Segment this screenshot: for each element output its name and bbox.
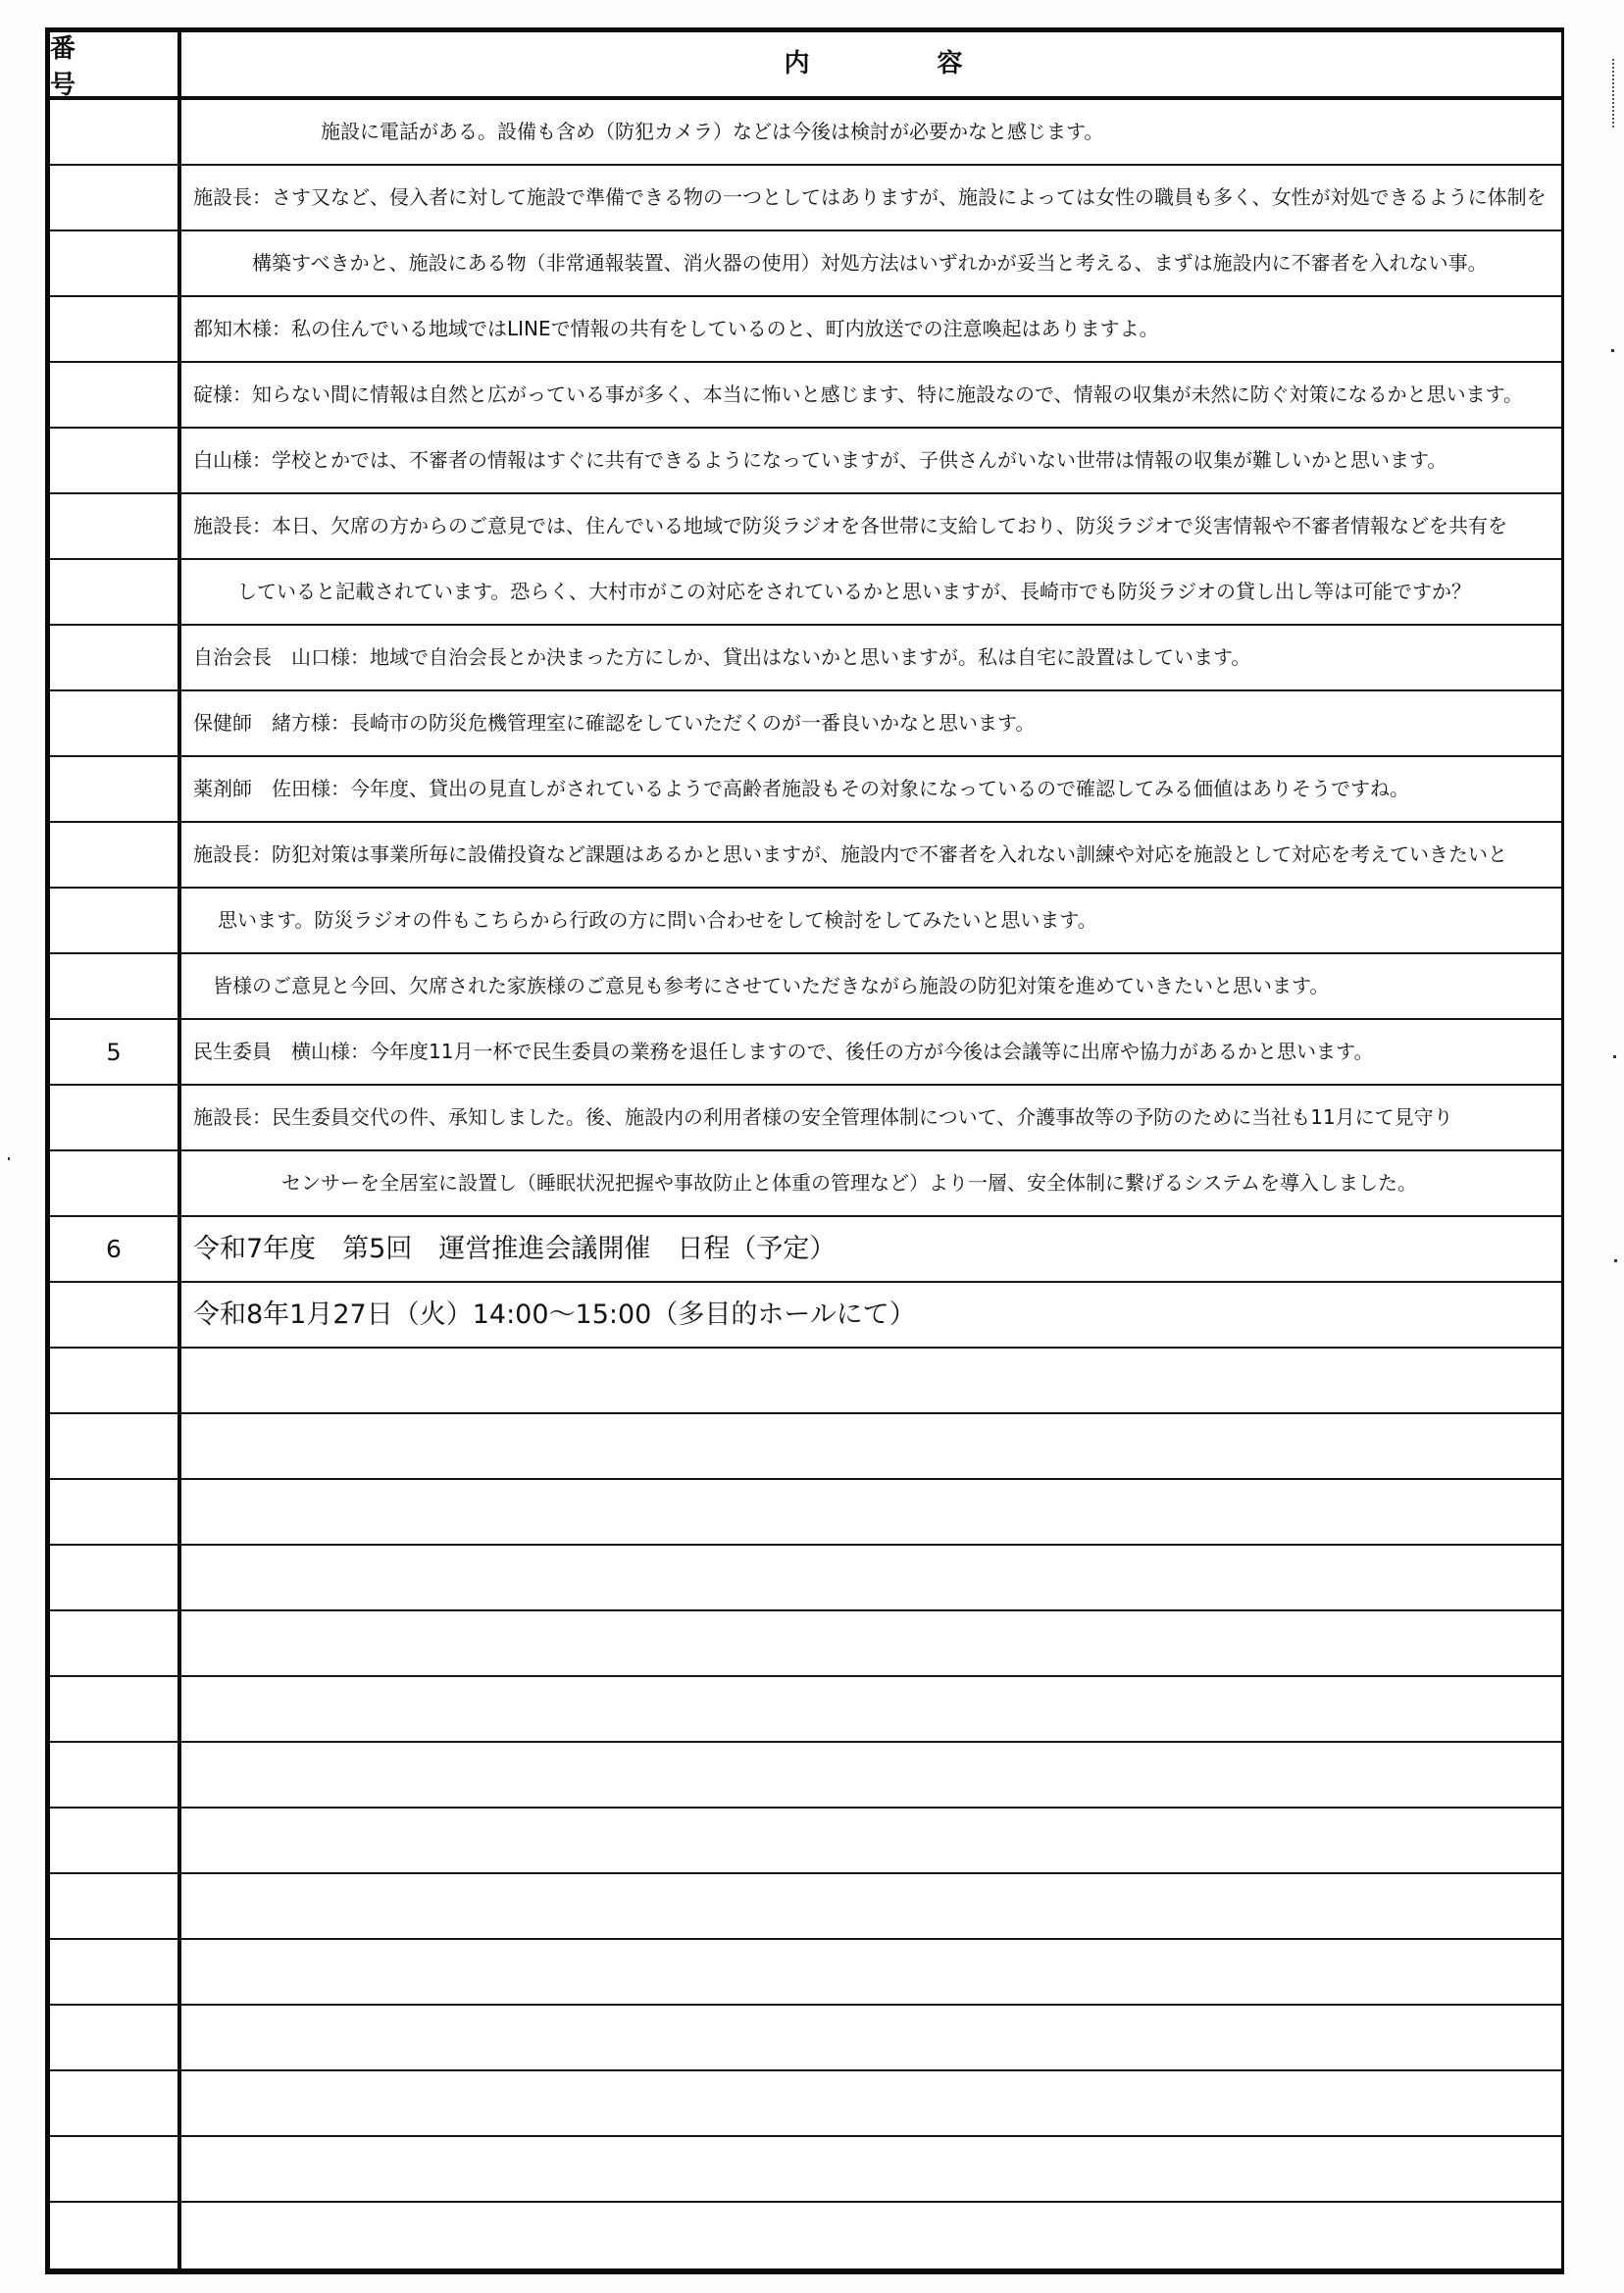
row-content-cell: 碇様：知らない間に情報は自然と広がっている事が多く、本当に怖いと感じます、特に施設なので、情報の収集が未然に防ぐ対策になるかと思います。 xyxy=(193,382,1523,406)
table-row xyxy=(50,1611,1561,1677)
row-number-cell xyxy=(50,363,181,427)
row-number-cell xyxy=(50,1809,181,1872)
header-content-col: 内 容 xyxy=(784,49,963,79)
table-row xyxy=(50,1874,1561,1940)
table-row xyxy=(50,691,1561,757)
table-row xyxy=(50,494,1561,560)
row-number-cell xyxy=(50,560,181,624)
row-number-cell xyxy=(50,954,181,1018)
table-row xyxy=(50,2071,1561,2137)
table-row xyxy=(50,1217,1561,1283)
table-row xyxy=(50,297,1561,363)
table-row xyxy=(50,2137,1561,2203)
row-content-cell xyxy=(181,2006,1561,2069)
row-content-cell xyxy=(181,1480,1561,1544)
row-content-cell xyxy=(181,1414,1561,1478)
scan-noise xyxy=(1611,349,1614,352)
table-row xyxy=(50,2203,1561,2268)
row-number-cell xyxy=(50,100,181,164)
table-row xyxy=(50,1414,1561,1480)
row-number-cell xyxy=(50,889,181,952)
table-header-row xyxy=(50,32,1561,100)
row-number-cell xyxy=(50,1086,181,1149)
row-number-cell xyxy=(50,494,181,558)
row-number-cell xyxy=(50,757,181,821)
table-row xyxy=(50,363,1561,429)
row-content-cell xyxy=(181,2071,1561,2135)
scan-noise xyxy=(1613,1055,1616,1058)
row-number-cell xyxy=(50,297,181,361)
table-row xyxy=(50,889,1561,954)
table-row xyxy=(50,823,1561,889)
row-content-cell: センサーを全居室に設置し（睡眠状況把握や事故防止と体重の管理など）より一層、安全体制に繋げるシステムを導入しました。 xyxy=(281,1171,1417,1195)
row-number-cell xyxy=(50,691,181,755)
row-number-cell xyxy=(50,2137,181,2201)
row-content-cell xyxy=(181,1611,1561,1675)
row-content-cell: 民生委員 横山様：今年度11月一杯で民生委員の業務を退任しますので、後任の方が今後は会議等に出席や協力があるかと思います。 xyxy=(193,1040,1374,1063)
row-number-cell xyxy=(50,2203,181,2268)
row-content-cell xyxy=(181,1874,1561,1938)
row-content-cell xyxy=(181,2137,1561,2201)
row-number-cell xyxy=(50,1677,181,1741)
row-number-cell xyxy=(50,1283,181,1347)
row-number-cell: 5 xyxy=(50,1020,181,1084)
scan-noise xyxy=(1614,1259,1617,1262)
table-row xyxy=(50,1546,1561,1611)
row-number-cell xyxy=(50,1480,181,1544)
row-number-cell xyxy=(50,1349,181,1412)
row-number-cell xyxy=(50,231,181,295)
scan-noise xyxy=(1612,59,1616,127)
table-row xyxy=(50,954,1561,1020)
table-row xyxy=(50,1809,1561,1874)
table-row xyxy=(50,1940,1561,2006)
row-content-cell: 皆様のご意見と今回、欠席された家族様のご意見も参考にさせていただきながら施設の防犯対策を進めていきたいと思います。 xyxy=(213,974,1330,997)
table-row xyxy=(50,560,1561,626)
table-row xyxy=(50,2006,1561,2071)
row-content-cell: 令和8年1月27日（火）14:00～15:00（多目的ホールにて） xyxy=(193,1299,916,1330)
row-content-cell xyxy=(181,1743,1561,1807)
row-content-cell xyxy=(181,1940,1561,2004)
row-content-cell: 施設長：さす又など、侵入者に対して施設で準備できる物の一つとしてはありますが、施設によっては女性の職員も多く、女性が対処できるように体制を xyxy=(193,185,1547,209)
row-content-cell: 令和7年度 第5回 運営推進会議開催 日程（予定） xyxy=(193,1233,837,1264)
row-number-cell xyxy=(50,1874,181,1938)
minutes-table xyxy=(45,27,1564,2274)
row-content-cell: していると記載されています。恐らく、大村市がこの対応をされているかと思いますが、長崎市でも防災ラジオの貸し出し等は可能ですか？ xyxy=(237,580,1471,603)
row-number-cell xyxy=(50,1611,181,1675)
row-number-cell xyxy=(50,2071,181,2135)
row-content-cell: 自治会長 山口様：地域で自治会長とか決まった方にしか、貸出はないかと思いますが。私は自宅に設置はしています。 xyxy=(193,645,1251,669)
row-content-cell: 施設に電話がある。設備も含め（防犯カメラ）などは今後は検討が必要かなと感じます。 xyxy=(321,120,1104,143)
row-number-cell xyxy=(50,1151,181,1215)
row-number-cell xyxy=(50,1414,181,1478)
row-content-cell: 薬剤師 佐田様：今年度、貸出の見直しがされているようで高齢者施設もその対象になっているので確認してみる価値はありそうですね。 xyxy=(193,777,1409,800)
table-row xyxy=(50,1480,1561,1546)
row-number-cell xyxy=(50,823,181,887)
row-content-cell xyxy=(181,1349,1561,1412)
table-row xyxy=(50,757,1561,823)
header-number-col: 番 号 xyxy=(50,32,181,96)
row-number-cell xyxy=(50,166,181,229)
table-row xyxy=(50,1349,1561,1414)
row-content-cell: 白山様：学校とかでは、不審者の情報はすぐに共有できるようになっていますが、子供さんがいない世帯は情報の収集が難しいかと思います。 xyxy=(193,448,1447,472)
row-content-cell: 施設長：本日、欠席の方からのご意見では、住んでいる地域で防災ラジオを各世帯に支給しており、防災ラジオで災害情報や不審者情報などを共有を xyxy=(193,514,1507,537)
row-content-cell xyxy=(181,1677,1561,1741)
row-number-cell xyxy=(50,1743,181,1807)
row-content-cell: 思います。防災ラジオの件もこちらから行政の方に問い合わせをして検討をしてみたいと思います。 xyxy=(218,908,1097,932)
table-row xyxy=(50,1743,1561,1809)
table-row xyxy=(50,231,1561,297)
row-content-cell: 構築すべきかと、施設にある物（非常通報装置、消火器の使用）対処方法はいずれかが妥当と考える、まずは施設内に不審者を入れない事。 xyxy=(252,251,1488,275)
row-content-cell xyxy=(181,1546,1561,1609)
row-number-cell xyxy=(50,1940,181,2004)
row-content-cell: 保健師 緒方様：長崎市の防災危機管理室に確認をしていただくのが一番良いかなと思います。 xyxy=(193,711,1036,735)
row-number-cell xyxy=(50,429,181,492)
scan-noise xyxy=(8,1157,10,1160)
table-row xyxy=(50,1086,1561,1151)
table-row xyxy=(50,1677,1561,1743)
row-number-cell xyxy=(50,1546,181,1609)
row-number-cell xyxy=(50,2006,181,2069)
table-row xyxy=(50,1151,1561,1217)
table-row xyxy=(50,100,1561,166)
table-row xyxy=(50,166,1561,231)
row-content-cell: 施設長：民生委員交代の件、承知しました。後、施設内の利用者様の安全管理体制について、介護事故等の予防のために当社も11月にて見守り xyxy=(193,1105,1453,1129)
row-content-cell xyxy=(181,1809,1561,1872)
row-number-cell: 6 xyxy=(50,1217,181,1281)
table-row xyxy=(50,1283,1561,1349)
row-number-cell xyxy=(50,626,181,689)
table-row xyxy=(50,1020,1561,1086)
table-row xyxy=(50,626,1561,691)
row-content-cell: 施設長：防犯対策は事業所毎に設備投資など課題はあるかと思いますが、施設内で不審者を入れない訓練や対応を施設として対応を考えていきたいと xyxy=(193,842,1507,866)
row-content-cell xyxy=(181,2203,1561,2268)
row-content-cell: 都知木様：私の住んでいる地域ではLINEで情報の共有をしているのと、町内放送での注意喚起はありますよ。 xyxy=(193,317,1159,340)
table-row xyxy=(50,429,1561,494)
